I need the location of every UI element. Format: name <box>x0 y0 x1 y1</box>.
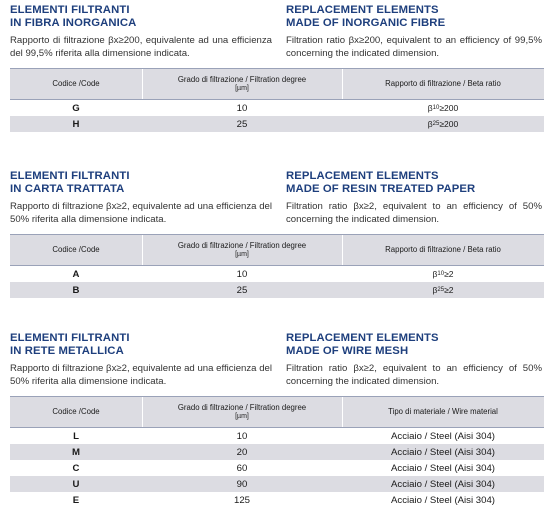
section-description-it: Rapporto di filtrazione βx≥200, equivalente ad una efficienza del 99,5% riferita alla dimensione indicata. <box>10 35 272 59</box>
section-title-en: REPLACEMENT ELEMENTS MADE OF WIRE MESH <box>286 332 439 357</box>
cell-code: U <box>72 478 80 490</box>
table-row <box>10 100 544 116</box>
section-description-en: Filtration ratio βx≥2, equivalent to an efficiency of 50% concerning the indicated dimension. <box>286 201 542 225</box>
cell-degree: 10 <box>236 268 248 280</box>
header-filtration-degree <box>142 397 342 427</box>
filter-table <box>10 68 544 132</box>
table-header <box>10 234 544 266</box>
section-title-it: ELEMENTI FILTRANTI IN RETE METALLICA <box>10 332 130 357</box>
header-degree-unit: [µm] <box>235 251 249 258</box>
cell-code: B <box>72 284 80 296</box>
header-degree-label: Grado di filtrazione / Filtration degree <box>177 74 307 84</box>
beta-symbol: β <box>427 119 433 129</box>
header-degree-unit: [µm] <box>235 85 249 92</box>
header-filtration-degree <box>142 69 342 99</box>
cell-material: Acciaio / Steel (Aisi 304) <box>391 446 495 458</box>
filter-table <box>10 234 544 298</box>
cell-beta <box>342 100 544 116</box>
cell-material: Acciaio / Steel (Aisi 304) <box>391 494 495 506</box>
cell-degree: 60 <box>236 462 248 474</box>
header-wire-material: Tipo di materiale / Wire material <box>388 407 498 417</box>
cell-material: Acciaio / Steel (Aisi 304) <box>391 430 495 442</box>
cell-code: C <box>72 462 80 474</box>
beta-subscript: 25 <box>437 287 445 293</box>
cell-code: E <box>72 494 80 506</box>
cell-beta <box>342 266 544 282</box>
table-row <box>10 476 544 492</box>
header-degree-unit: [µm] <box>235 413 249 420</box>
beta-value: ≥200 <box>439 103 459 113</box>
section-title-it: ELEMENTI FILTRANTI IN CARTA TRATTATA <box>10 170 130 195</box>
beta-symbol: β <box>432 285 438 295</box>
beta-value: ≥200 <box>439 119 459 129</box>
section-title-it: ELEMENTI FILTRANTI IN FIBRA INORGANICA <box>10 4 137 29</box>
section-description-it: Rapporto di filtrazione βx≥2, equivalente ad una efficienza del 50% riferita alla dimensione indicata. <box>10 363 272 387</box>
table-row <box>10 460 544 476</box>
italian-column <box>10 4 272 60</box>
cell-beta <box>342 282 544 298</box>
cell-degree: 10 <box>236 430 248 442</box>
cell-code: L <box>73 430 79 442</box>
beta-symbol: β <box>427 103 433 113</box>
header-code: Codice /Code <box>52 245 100 255</box>
header-degree-label: Grado di filtrazione / Filtration degree <box>177 240 307 250</box>
cell-degree: 20 <box>236 446 248 458</box>
table-row <box>10 492 544 508</box>
cell-degree: 10 <box>236 102 248 114</box>
cell-code: A <box>72 268 80 280</box>
cell-code: H <box>72 118 80 130</box>
filter-table <box>10 396 544 508</box>
italian-column <box>10 170 272 226</box>
cell-material: Acciaio / Steel (Aisi 304) <box>391 478 495 490</box>
beta-value: ≥2 <box>444 269 454 279</box>
header-beta-ratio: Rapporto di filtrazione / Beta ratio <box>385 245 501 255</box>
cell-code: G <box>72 102 80 114</box>
header-code: Codice /Code <box>52 407 100 417</box>
section-description-en: Filtration ratio βx≥2, equivalent to an efficiency of 50% concerning the indicated dimension. <box>286 363 542 387</box>
english-column <box>286 4 542 60</box>
english-column <box>286 332 542 388</box>
beta-value: ≥2 <box>444 285 454 295</box>
section-description-en: Filtration ratio βx≥200, equivalent to an efficiency of 99,5% concerning the indicated dimension. <box>286 35 542 59</box>
beta-subscript: 10 <box>437 271 445 277</box>
header-filtration-degree <box>142 235 342 265</box>
section-title-en: REPLACEMENT ELEMENTS MADE OF INORGANIC FIBRE <box>286 4 446 29</box>
header-degree-label: Grado di filtrazione / Filtration degree <box>177 402 307 412</box>
cell-degree: 90 <box>236 478 248 490</box>
table-row <box>10 444 544 460</box>
beta-subscript: 25 <box>432 121 440 127</box>
table-row <box>10 266 544 282</box>
cell-code: M <box>72 446 80 458</box>
header-beta-ratio: Rapporto di filtrazione / Beta ratio <box>385 79 501 89</box>
beta-symbol: β <box>432 269 438 279</box>
english-column <box>286 170 542 226</box>
cell-beta <box>342 116 544 132</box>
cell-degree: 25 <box>236 284 248 296</box>
section-description-it: Rapporto di filtrazione βx≥2, equivalente ad una efficienza del 50% riferita alla dimensione indicata. <box>10 201 272 225</box>
table-header <box>10 68 544 100</box>
italian-column <box>10 332 272 388</box>
cell-material: Acciaio / Steel (Aisi 304) <box>391 462 495 474</box>
cell-degree: 25 <box>236 118 248 130</box>
cell-degree: 125 <box>233 494 250 506</box>
table-header <box>10 396 544 428</box>
header-code: Codice /Code <box>52 79 100 89</box>
table-row <box>10 282 544 298</box>
section-title-en: REPLACEMENT ELEMENTS MADE OF RESIN TREATED PAPER <box>286 170 476 195</box>
beta-subscript: 10 <box>432 105 440 111</box>
table-row <box>10 428 544 444</box>
table-row <box>10 116 544 132</box>
